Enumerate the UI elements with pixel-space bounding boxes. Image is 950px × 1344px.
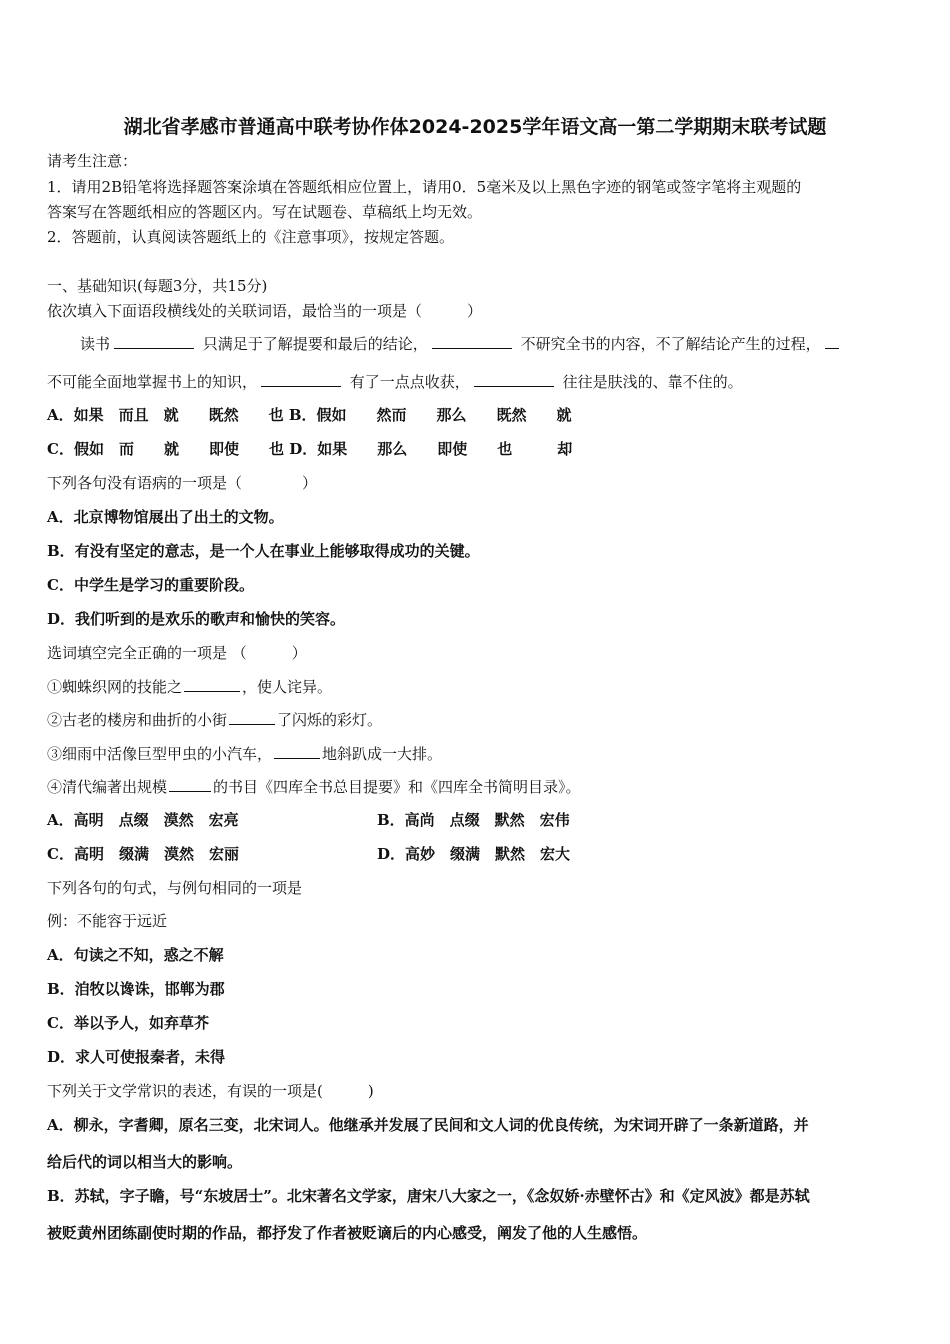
option-row [47, 439, 572, 459]
sentence-text: ③细雨中活像巨型甲虫的小汽车， [47, 745, 273, 763]
notice-item: 答案写在答题纸相应的答题区内。写在试题卷、草稿纸上均无效。 [47, 203, 483, 221]
option-d: D．求人可使报秦者，未得 [47, 1048, 226, 1066]
sentence-text: ④清代编著出规模 [47, 778, 168, 796]
question-stem: 下列关于文学常识的表述，有误的一项是( ) [47, 1082, 374, 1100]
passage-text: 有了一点点收获， [349, 373, 470, 391]
question-passage [80, 334, 843, 354]
sentence [47, 710, 382, 730]
fill-blank [184, 677, 240, 692]
option-a-cont: 给后代的词以相当大的影响。 [47, 1153, 243, 1171]
option-d: D．高妙 缀满 默然 宏大 [377, 845, 571, 863]
option-row [47, 405, 572, 425]
fill-blank [114, 334, 194, 349]
sentence [47, 677, 332, 697]
question-stem: 下列各句没有语病的一项是（ ） [47, 474, 318, 492]
option-b: B．假如 然而 那么 既然 就 [288, 406, 572, 424]
option-c: C．假如 而 就 即使 也 [47, 440, 284, 458]
page-title: 湖北省孝感市普通高中联考协作体2024-2025学年语文高一第二学期期末联考试题 [123, 116, 827, 138]
fill-blank [229, 710, 275, 725]
option-b: B．有没有坚定的意志，是一个人在事业上能够取得成功的关键。 [47, 542, 480, 560]
passage-text: 读书 [80, 335, 111, 353]
option-b-cont: 被贬黄州团练副使时期的作品，都抒发了作者被贬谪后的内心感受，阐发了他的人生感悟。 [47, 1224, 648, 1242]
option-d: D．如果 那么 即使 也 却 [289, 440, 573, 458]
sentence-text: 的书目《四库全书总目提要》和《四库全书简明目录》。 [213, 778, 581, 796]
question-passage [47, 372, 743, 392]
example-sentence: 例：不能容于远近 [47, 912, 168, 930]
fill-blank [274, 744, 320, 759]
option-a: A．北京博物馆展出了出土的文物。 [47, 508, 284, 526]
notice-item: 2．答题前，认真阅读答题纸上的《注意事项》，按规定答题。 [47, 228, 455, 246]
fill-blank [169, 777, 211, 792]
notice-item: 1．请用2B铅笔将选择题答案涂填在答题纸相应位置上，请用0．5毫米及以上黑色字迹的钢笔或签字笔将主观题的 [47, 178, 802, 196]
question-stem: 依次填入下面语段横线处的关联词语，最恰当的一项是（ ） [47, 302, 483, 320]
fill-blank [261, 372, 341, 387]
sentence-text: 地斜趴成一大排。 [322, 745, 443, 763]
notice-heading: 请考生注意： [47, 152, 138, 170]
question-stem: 选词填空完全正确的一项是 （ ） [47, 644, 307, 662]
option-c: C．举以予人，如弃草芥 [47, 1014, 209, 1032]
sentence [47, 744, 442, 764]
option-c: C．高明 缀满 漠然 宏丽 [47, 845, 239, 863]
option-c: C．中学生是学习的重要阶段。 [47, 576, 254, 594]
option-a: A．句读之不知，惑之不解 [47, 946, 224, 964]
option-d: D．我们听到的是欢乐的歌声和愉快的笑容。 [47, 610, 346, 628]
question-stem: 下列各句的句式，与例句相同的一项是 [47, 879, 303, 897]
passage-text: 不可能全面地掌握书上的知识， [47, 373, 258, 391]
sentence-text: ②古老的楼房和曲折的小街 [47, 711, 228, 729]
option-a: A．柳永，字耆卿，原名三变，北宋词人。他继承并发展了民间和文人词的优良传统，为宋词开辟了一条新道路，并 [47, 1116, 809, 1134]
option-b: B．洎牧以谗诛，邯郸为郡 [47, 980, 225, 998]
sentence [47, 777, 581, 797]
option-b: B．高尚 点缀 默然 宏伟 [377, 811, 570, 829]
fill-blank [432, 334, 512, 349]
option-a: A．高明 点缀 漠然 宏亮 [47, 811, 239, 829]
passage-text: 往往是肤浅的、靠不住的。 [562, 373, 743, 391]
fill-blank [825, 334, 839, 349]
sentence-text: ，使人诧异。 [242, 678, 333, 696]
passage-text: 只满足于了解提要和最后的结论， [202, 335, 428, 353]
section-heading: 一、基础知识(每题3分，共15分) [47, 277, 268, 295]
option-b: B．苏轼，字子瞻，号“东坡居士”。北宋著名文学家，唐宋八大家之一，《念奴娇·赤壁怀古》和《定风波》都是苏轼 [47, 1187, 810, 1205]
option-a: A．如果 而且 就 既然 也 [47, 406, 284, 424]
sentence-text: 了闪烁的彩灯。 [277, 711, 383, 729]
sentence-text: ①蜘蛛织网的技能之 [47, 678, 183, 696]
fill-blank [474, 372, 554, 387]
passage-text: 不研究全书的内容，不了解结论产生的过程， [520, 335, 821, 353]
